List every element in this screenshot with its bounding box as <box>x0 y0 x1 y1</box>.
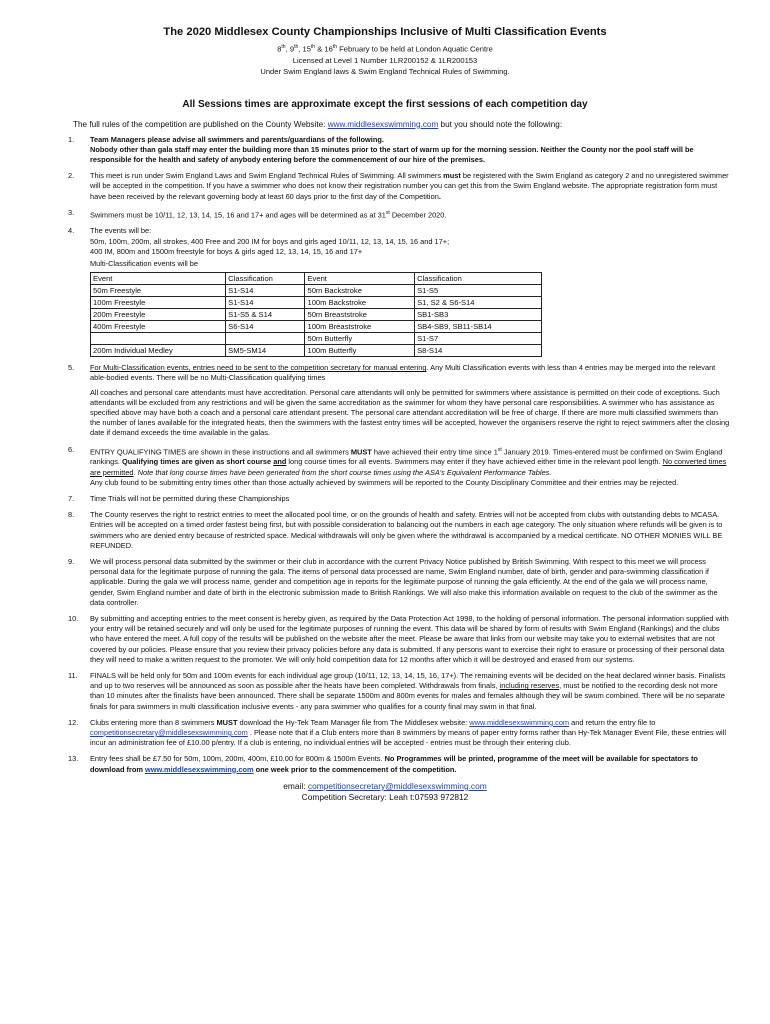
date-2: 9 <box>289 44 295 54</box>
rule-6-and: and <box>273 457 287 467</box>
rule-10 <box>68 614 730 665</box>
table-header-row <box>91 273 542 285</box>
intro-text: The full rules of the competition are published on the County Website: <box>73 119 328 129</box>
table-cell: S1-S14 <box>226 285 305 297</box>
programme-download-link[interactable]: www.middlesexswimming.com <box>145 764 254 774</box>
rule-5-part: . Any Multi Classification events with less than 4 entries may be merged into the relevant able-bodied events. There will be no Multi-Classification qualifying times <box>90 363 716 383</box>
date-3: 15 <box>302 44 311 54</box>
mc-label: Multi-Classification events will be <box>90 259 199 269</box>
rule-5-para-1 <box>90 363 730 383</box>
rule-9 <box>68 557 730 608</box>
rule-11-part: FINALS will be held only for 50m and 100m events for each individual age group (10/11, 12, 13, 14, 15, 16, 17+). The remaining events will be decided on the heat declared winner basis. Finalists and up to two reserves will be announced as soon as possible after the heats have been completed. Withdrawals from finals, <box>90 670 726 691</box>
rule-number: 3. <box>68 207 75 217</box>
date-1-suffix: th <box>281 44 286 50</box>
footer-email-link[interactable]: competitionsecretary@middlesexswimming.com <box>307 780 487 791</box>
table-cell: 100m Breaststroke <box>305 321 415 333</box>
rule-4-line-3: 400 IM, 800m and 1500m freestyle for boys & girls aged 12, 13, 14, 15, 16 and 17+ <box>90 246 363 256</box>
rule-12-part: . Please note that if a Club enters more than 8 swimmers by means of paper entry forms rather than Hy-Tek Manager Event File, these entries will incur an administration fee of £10.00 p/entry. If a club is entering, no individual entries will be accepted - entries must be through their entering club. <box>90 728 726 748</box>
rule-number: 9. <box>68 556 75 566</box>
rule-6-part: ENTRY QUALIFYING TIMES are shown in these instructions and all swimmers <box>90 447 351 457</box>
rule-2-part: This meet is run under Swim England Laws and Swim England Technical Rules of Swimming. All swimmers <box>90 171 444 181</box>
rule-4-line-2: 50m, 100m, 200m, all strokes, 400 Free and 200 IM for boys and girls aged 10/11, 12, 13, 14, 15, 16 and 17+; <box>90 236 450 246</box>
rule-12-must: MUST <box>216 717 238 727</box>
table-cell: 50m Butterfly <box>305 333 415 345</box>
rule-2-must: must <box>443 171 461 181</box>
table-row <box>91 285 542 297</box>
rule-6-para-2: Any club found to be submitting entry times other than those actually achieved by swimmers will be reported to the County Disciplinary Committee and their entries may be rejected. <box>90 477 679 487</box>
date-3-suffix: th <box>310 44 316 50</box>
table-header: Event <box>91 273 226 285</box>
rule-6-sup: st <box>497 446 502 453</box>
table-cell <box>91 333 226 345</box>
table-cell: SM5-SM14 <box>226 345 305 357</box>
table-cell: 50m Freestyle <box>91 285 226 297</box>
footer <box>40 781 730 803</box>
footer-email-line <box>40 781 730 792</box>
rule-number: 2. <box>68 171 75 181</box>
date-2-suffix: th <box>294 44 299 50</box>
rule-1-line-1: Team Managers please advise all swimmers and parents/guardians of the following. <box>90 134 384 144</box>
rule-3 <box>68 208 730 221</box>
rule-6-part: long course times for all events. Swimmers may enter if they have achieved either time in the relevant pool length. <box>286 457 663 467</box>
rule-4-line-1: The events will be: <box>90 226 152 236</box>
table-cell: 400m Freestyle <box>91 321 226 333</box>
footer-secretary: Competition Secretary: Leah t:07593 972812 <box>301 791 469 802</box>
table-cell: S1-S7 <box>415 333 542 345</box>
rule-1 <box>68 135 730 166</box>
rule-number: 6. <box>68 444 75 454</box>
rule-8-text: The County reserves the right to restrict entries to meet the allocated pool time, or on the grounds of health and safety. Entries will not be accepted from clubs with outstanding debts to MCASA. Entries will be accepted on a timed order fastest being first, but with possible consideration to balancing out the numbers in each age category. The only situation where refunds will be given is to swimmers who are denied entry because of restricted space. Medical withdrawals will only be given where the withdrawal is accompanied by a medical certificate. NO OTHER MONIES WILL BE REFUNDED. <box>90 510 723 550</box>
rule-number: 13. <box>68 754 79 764</box>
rule-3-part: Swimmers must be 10/11, 12, 13, 14, 15, 16 and 17+ and ages will be determined as at 31 <box>90 210 386 220</box>
governing-rules-line: Under Swim England laws & Swim England Technical Rules of Swimming. <box>260 66 510 76</box>
rule-5 <box>68 363 730 438</box>
table-header: Classification <box>415 273 542 285</box>
rule-6-part: . <box>133 467 138 477</box>
table-row <box>91 333 542 345</box>
table-header: Classification <box>226 273 305 285</box>
rule-13-bold: one week prior to the commencement of the competition. <box>253 764 457 774</box>
table-cell: 200m Freestyle <box>91 309 226 321</box>
licence-line: Licensed at Level 1 Number 1LR200152 & 1LR200153 <box>292 55 478 65</box>
rule-2-text <box>90 171 730 202</box>
rule-11 <box>68 671 730 712</box>
rule-number: 11. <box>68 670 78 680</box>
rule-number: 12. <box>68 717 79 727</box>
table-row <box>91 309 542 321</box>
rule-4 <box>68 226 730 357</box>
rule-11-text <box>90 671 730 712</box>
rule-2-dot: . <box>438 191 441 201</box>
rule-2-part: be registered with the Swim England as category 2 and no unregistered swimmer will be accepted in the competition. If you have a swimmer who does not know their registration number you can get this from the Swim England website. The appropriate registration form must have been received by the relevant governing body at least 60 days prior to the first day of the Competition <box>90 171 729 201</box>
table-cell: S8-S14 <box>415 345 542 357</box>
table-cell: 50m Breaststroke <box>305 309 415 321</box>
rule-6-no-converted: No converted times are permitted <box>90 457 727 477</box>
rule-number: 7. <box>68 493 75 503</box>
rule-6-italic-note: Note that long course times have been generated from the short course times using the ASA's Equivalent Performance Tables. <box>137 467 552 477</box>
rule-3-sup: st <box>385 209 390 216</box>
rule-13-bold: No Programmes will be printed, programme of the meet will be available for spectators to download from <box>90 754 698 774</box>
dates-venue: February to be held at London Aquatic Centre <box>339 44 493 54</box>
table-cell: S1-S5 <box>415 285 542 297</box>
email-label: email: <box>283 780 308 791</box>
county-website-link[interactable]: www.middlesexswimming.com <box>327 119 439 129</box>
rule-6-qualifying: Qualifying times are given as short course <box>122 457 274 467</box>
rule-2 <box>68 171 730 202</box>
table-cell: 50m Backstroke <box>305 285 415 297</box>
intro-text-tail: but you should note the following: <box>438 119 563 129</box>
rule-6-part: January 2019. Times-entered must be confirmed on Swim England rankings. <box>90 447 723 467</box>
multi-classification-table <box>90 272 542 357</box>
rule-number: 10. <box>68 613 79 623</box>
rule-11-underlined: including reserves <box>499 681 560 691</box>
rule-7 <box>68 494 730 504</box>
rule-8 <box>68 510 730 551</box>
sessions-heading: All Sessions times are approximate except the first sessions of each competition day <box>182 98 588 110</box>
rule-12 <box>68 718 730 749</box>
date-4-suffix: th <box>332 44 338 50</box>
rule-number: 1. <box>68 134 75 144</box>
table-cell: S1-S5 & S14 <box>226 309 305 321</box>
table-cell: 200m Individual Medley <box>91 345 226 357</box>
rule-6-para-1 <box>90 445 730 478</box>
event-dates: 8th, 9th, 15th & 16th February to be held at London Aquatic Centre <box>277 44 493 54</box>
rule-7-text: Time Trials will not be permitted during these Championships <box>90 493 290 503</box>
rule-13-part: Entry fees shall be £7.50 for 50m, 100m, 200m, 400m, £10.00 for 800m & 1500m Events. <box>90 754 385 764</box>
rule-number: 5. <box>68 363 75 373</box>
website-link[interactable]: www.middlesexswimming.com <box>469 717 570 727</box>
rule-number: 8. <box>68 510 75 520</box>
rule-1-line-2: Nobody other than gala staff may enter the building more than 15 minutes prior to the start of warm up for the morning session. Neither the County nor the pool staff will be responsible for the health and safety of anybody entering before the commencement of our hire of the premises. <box>90 144 694 164</box>
document-title: The 2020 Middlesex County Championships Inclusive of Multi Classification Events <box>163 26 607 38</box>
rule-5-para-2: All coaches and personal care attendants must have accreditation. Personal care attendants will only be permitted for swimmers where assistance is permitted on their code of exceptions. Such attendants will be excluded from any restrictions and will be given the same accreditation as the swimmer for whom they have personal care responsibilities. A swimmer who has assistance as specified above may have both a coach and a personal care attendant present. The personal care attendant accreditation will be free of charge. If there are more multi classified swimmers than the number of lanes available for the integrated heats, then the swimmers with the fastest entry times will be accepted, however the organisers reserve the right to reject swimmers after the closing date if demand exceeds the time available in the galas. <box>90 387 730 438</box>
rule-5-underlined: For Multi-Classification events, entries need to be sent to the competition secretary for manual entering <box>90 363 427 373</box>
rule-12-part: and return the entry file to <box>569 717 656 727</box>
rule-6-part: have achieved their entry time since 1 <box>371 447 498 457</box>
table-cell: S6-S14 <box>226 321 305 333</box>
table-cell: SB1-SB3 <box>415 309 542 321</box>
rule-6 <box>68 445 730 488</box>
rule-3-text <box>90 208 730 221</box>
table-cell: 100m Butterfly <box>305 345 415 357</box>
rule-12-part: download the Hy-Tek Team Manager file from The Middlesex website: <box>237 717 470 727</box>
rule-number: 4. <box>68 226 75 236</box>
table-row <box>91 321 542 333</box>
rule-13-text <box>90 754 730 774</box>
date-1: 8 <box>277 44 282 54</box>
table-cell: 100m Freestyle <box>91 297 226 309</box>
table-cell <box>226 333 305 345</box>
table-row <box>91 345 542 357</box>
rule-6-must: MUST <box>350 447 372 457</box>
table-cell: SB4-SB9, SB11-SB14 <box>415 321 542 333</box>
table-row <box>91 297 542 309</box>
rule-3-tail: December 2020. <box>389 210 447 220</box>
table-cell: 100m Backstroke <box>305 297 415 309</box>
rule-10-text: By submitting and accepting entries to the meet consent is hereby given, as required by the Data Protection Act 1998, to the holding of personal information. The personal information supplied with your entry will be retained securely and will only be used for the legitimate purposes of running the event. This data will be shared by form of results with Swim England (Rankings) and the clubs who have entered the meet. A full copy of the results will be published on the website after the meet. Please be aware that links from our website may take you to external websites that are not covered by our policies. Please ensure that you review their privacy policies before any data is submitted. If any persons want to exercise their right to erasure or processing of their personal data they will need to make a written request to the promoter. We will only hold competition data for 12 months after which it will be destroyed and erased from our systems. <box>90 613 729 664</box>
intro-paragraph <box>73 120 730 129</box>
rule-12-part: Clubs entering more than 8 swimmers <box>90 717 217 727</box>
rule-12-text <box>90 718 730 749</box>
table-cell: S1-S14 <box>226 297 305 309</box>
rule-13 <box>68 754 730 774</box>
table-header: Event <box>305 273 415 285</box>
rule-11-part: , must be notified to the recording desk not more than 10 minutes after the finalists have been announced. There shall be separate 1500m and 800m events for males and females although they will be swum combined. There will be no separate finals for para swimmers in multi classification inclusive events - any para swimmer who qualifies for a county final may swim in that final. <box>90 681 725 711</box>
date-4: 16 <box>324 44 333 54</box>
competition-email-link[interactable]: competitionsecretary@middlesexswimming.com <box>90 728 248 737</box>
rule-9-text: We will process personal data submitted by the swimmer or their club in accordance with the current Privacy Notice published by British Swimming. With respect to this meet we will process personal data for the legitimate purpose of running the gala. The items of personal data processed are name, Swim England number, date of birth, gender and para-swimming classification if applicable. During the gala we will process name, gender and competition age in reports for the legitimate purpose of running the gala efficiently. At the end of the gala we will process name, gender, Swim England number and date of birth in the electronic submission made to British Rankings. We will also make this information available on request to the club of the swimmer as the data controller. <box>90 556 718 607</box>
table-cell: S1, S2 & S6-S14 <box>415 297 542 309</box>
